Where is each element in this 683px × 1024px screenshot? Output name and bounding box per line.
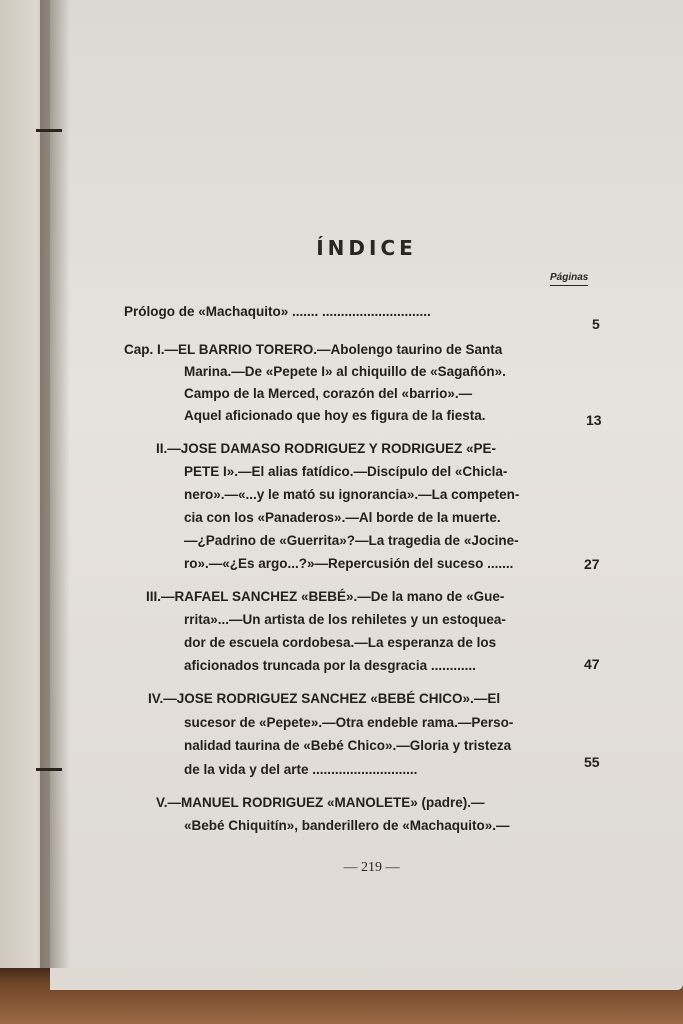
toc-page-number: 5 [592, 316, 600, 332]
gutter-shadow [40, 0, 70, 968]
toc-line: Marina.—De «Pepete I» al chiquillo de «Sagañón». [184, 364, 506, 379]
binding-stitch [36, 129, 62, 132]
toc-line: aficionados truncada por la desgracia ............ [184, 658, 476, 673]
pages-column-label: Páginas [550, 272, 588, 286]
toc-line: III.—RAFAEL SANCHEZ «BEBÉ».—De la mano de «Gue- [146, 589, 505, 604]
toc-line: PETE I».—El alias fatídico.—Discípulo del «Chicla- [184, 464, 508, 479]
toc-line: dor de escuela cordobesa.—La esperanza de los [184, 635, 497, 650]
toc-page-number: 47 [584, 656, 600, 672]
index-title: ÍNDICE [316, 236, 417, 260]
toc-line: cia con los «Panaderos».—Al borde de la muerte. [184, 510, 501, 525]
toc-line: —¿Padrino de «Guerrita»?—La tragedia de «Jocine- [184, 533, 519, 548]
toc-line: Campo de la Merced, corazón del «barrio».— [184, 386, 473, 401]
toc-line: «Bebé Chiquitín», banderillero de «Machaquito».— [184, 818, 510, 833]
toc-page-number: 55 [584, 754, 600, 770]
toc-page-number: 27 [584, 556, 600, 572]
toc-line: nalidad taurina de «Bebé Chico».—Gloria y tristeza [184, 738, 512, 753]
toc-line: Cap. I.—EL BARRIO TORERO.—Abolengo taurino de Santa [124, 342, 503, 357]
binding-stitch [36, 768, 62, 771]
toc-line: II.—JOSE DAMASO RODRIGUEZ Y RODRIGUEZ «PE- [156, 441, 497, 456]
toc-line: Prólogo de «Machaquito» ....... ............................. [124, 304, 431, 319]
toc-line: de la vida y del arte ............................ [184, 762, 418, 777]
toc-line: rrita»...—Un artista de los rehiletes y un estoquea- [184, 612, 506, 627]
toc-line: nero».—«...y le mató su ignorancia».—La competen- [184, 487, 520, 502]
toc-line: ro».—«¿Es argo...?»—Repercusión del suceso ....... [184, 556, 514, 571]
toc-line: Aquel aficionado que hoy es figura de la fiesta. [184, 408, 486, 423]
toc-page-number: 13 [586, 412, 602, 428]
toc-line: IV.—JOSE RODRIGUEZ SANCHEZ «BEBÉ CHICO».—El [148, 691, 501, 706]
page-folio: — 219 — [343, 860, 400, 875]
toc-line: V.—MANUEL RODRIGUEZ «MANOLETE» (padre).— [156, 795, 485, 810]
toc-line: sucesor de «Pepete».—Otra endeble rama.—Perso- [184, 715, 514, 730]
